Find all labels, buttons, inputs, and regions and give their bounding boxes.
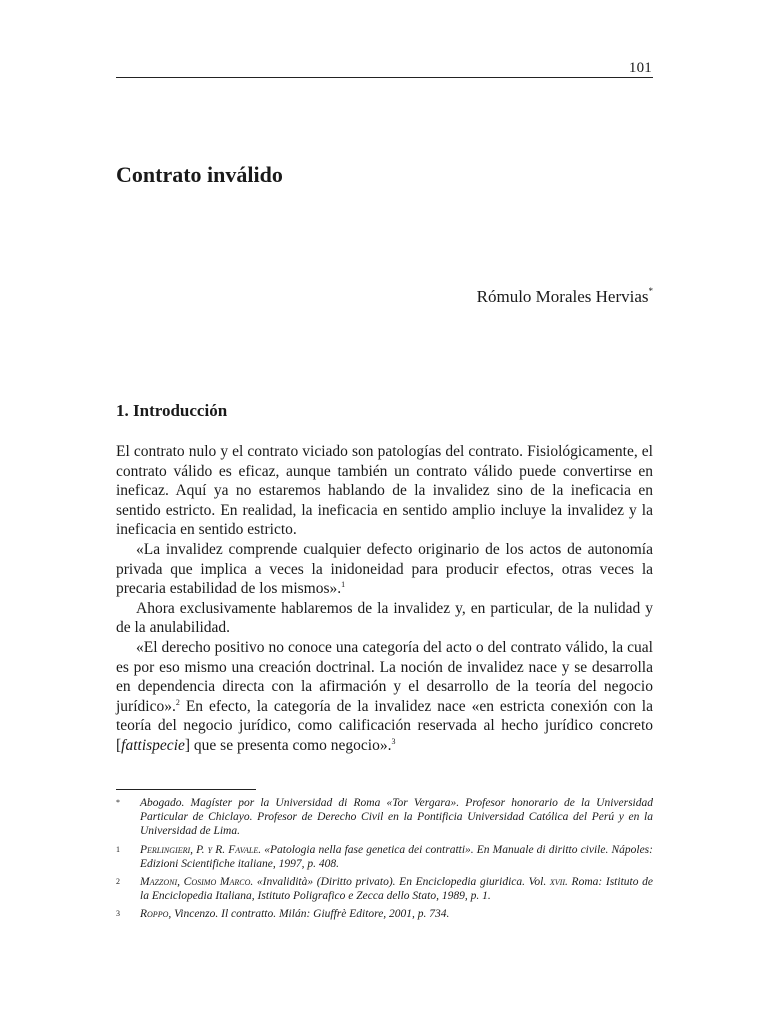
body-text xyxy=(116,442,653,756)
footnotes xyxy=(116,796,653,926)
footnote-marker: 2 xyxy=(116,877,120,887)
author-footnote-mark: * xyxy=(648,286,653,296)
author-name: Rómulo Morales Hervias xyxy=(476,287,649,306)
footnote-text xyxy=(140,875,653,903)
footnote-ref-2: 2 xyxy=(175,697,180,707)
footnote-volume: xvii xyxy=(549,876,566,889)
footnote-marker: * xyxy=(116,798,120,807)
section-heading: 1. Introducción xyxy=(116,401,228,420)
paragraph-4-emphasis: fattispecie xyxy=(121,736,185,754)
footnote-text: Abogado. Magíster por la Universidad di Roma «Tor Vergara». Profesor honorario de la Universidad Particular de Chiclayo. Profesor de Derecho Civil en la Pontificia Universidad Católica del Perú y en la Universidad de Lima. xyxy=(140,797,653,838)
footnote-marker: 1 xyxy=(116,844,120,854)
header-rule xyxy=(116,77,653,78)
paragraph-2-text: «La invalidez comprende cualquier defecto originario de los actos de autonomía privada que implica a veces la inidoneidad para producir efectos, otras veces la precaria estabilidad de los mismos». xyxy=(116,540,653,598)
paragraph-4-text-c: ] que se presenta como negocio». xyxy=(184,736,392,754)
article-title: Contrato inválido xyxy=(116,162,283,187)
footnote-text xyxy=(140,907,653,921)
paragraph-3: Ahora exclusivamente hablaremos de la invalidez y, en particular, de la nulidad y de la anulabilidad. xyxy=(116,599,653,637)
footnote-text xyxy=(140,843,653,871)
paragraph-4-text-b: En efecto, la categoría de la invalidez nace «en estricta conexión con la teoría del negocio jurídico, como calificación reservada al hecho jurídico concreto [ xyxy=(116,697,653,754)
footnote-citation: Vincenzo. Il contratto. Milán: Giuffrè Editore, 2001, p. 734. xyxy=(171,908,450,921)
footnote-marker: 3 xyxy=(116,909,120,919)
footnote-item xyxy=(116,796,653,839)
footnote-rule xyxy=(116,789,256,790)
paragraph-2 xyxy=(116,540,653,599)
footnote-citation: «Patologia nella fase genetica dei contratti». En Manuale di diritto civile. Nápoles: Edizioni Scientifiche italiane, 1997, p. 408. xyxy=(140,843,653,870)
footnote-item xyxy=(116,907,653,921)
footnote-author: Mazzoni, Cosimo Marco. xyxy=(140,876,254,889)
page-number: 101 xyxy=(628,60,652,76)
footnote-ref-3: 3 xyxy=(391,736,396,746)
footnote-author: Roppo, xyxy=(140,908,172,921)
footnote-item xyxy=(116,875,653,903)
author-line xyxy=(477,286,653,307)
paragraph-4-text-a: «El derecho positivo no conoce una categoría del acto o del contrato válido, la cual es por eso mismo una creación doctrinal. La noción de invalidez nace y se desarrolla en dependencia directa con la afirmación y el desarrollo de la teoría del negocio jurídico». xyxy=(116,638,653,715)
footnote-citation: «Invalidità» (Diritto privato). En Enciclopedia giuridica. Vol. xyxy=(253,876,550,889)
footnote-citation-rest: . Roma: Istituto de la Enciclopedia Italiana, Istituto Poligrafico e Zecca dello Stato, 1989, p. 1. xyxy=(140,876,653,903)
footnote-author: Perlingieri, P. y R. Favale. xyxy=(140,843,262,856)
footnote-item xyxy=(116,843,653,871)
paragraph-4 xyxy=(116,638,653,756)
footnote-ref-1: 1 xyxy=(341,580,346,590)
paragraph-1: El contrato nulo y el contrato viciado son patologías del contrato. Fisiológicamente, el contrato válido es eficaz, aunque también un contrato válido puede convertirse en ineficaz. Aquí ya no estaremos hablando de la invalidez sino de la ineficacia en sentido estricto. En realidad, la ineficacia en sentido amplio incluye la invalidez y la ineficacia en sentido estricto. xyxy=(116,443,653,539)
